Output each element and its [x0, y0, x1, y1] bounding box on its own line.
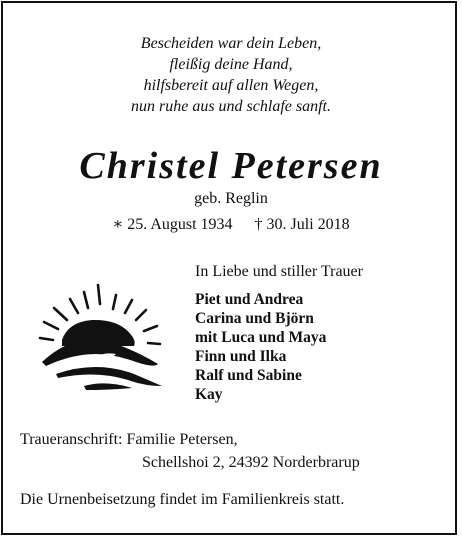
mourning-line: In Liebe und stiller Trauer [195, 263, 363, 280]
verse-poem [0, 33, 462, 117]
address-line-2: Schellshoi 2, 24392 Norderbrarup [142, 454, 360, 471]
list-item: Carina und Björn [195, 310, 314, 327]
life-dates [0, 215, 462, 235]
verse-line: hilfsbereit auf allen Wegen, [143, 77, 319, 94]
list-item: mit Luca und Maya [195, 329, 327, 346]
list-item: Ralf und Sabine [195, 367, 302, 384]
mourners-list [195, 290, 326, 404]
verse-line: nun ruhe aus und schlafe sanft. [131, 98, 331, 115]
sunset-over-hills-icon [36, 282, 168, 394]
deceased-name: Christel Petersen [79, 145, 383, 187]
verse-line: fleißig deine Hand, [169, 56, 293, 73]
list-item: Finn und Ilka [195, 348, 287, 365]
birth-date: ∗ 25. August 1934 [112, 216, 233, 233]
born-name: geb. Reglin [194, 190, 268, 207]
list-item: Piet und Andrea [195, 291, 304, 308]
burial-note: Die Urnenbeisetzung findet im Familienkreis statt. [20, 491, 345, 508]
list-item: Kay [195, 386, 223, 403]
verse-line: Bescheiden war dein Leben, [140, 35, 322, 52]
death-date: † 30. Juli 2018 [254, 216, 350, 233]
address-line-1: Traueranschrift: Familie Petersen, [20, 431, 238, 448]
